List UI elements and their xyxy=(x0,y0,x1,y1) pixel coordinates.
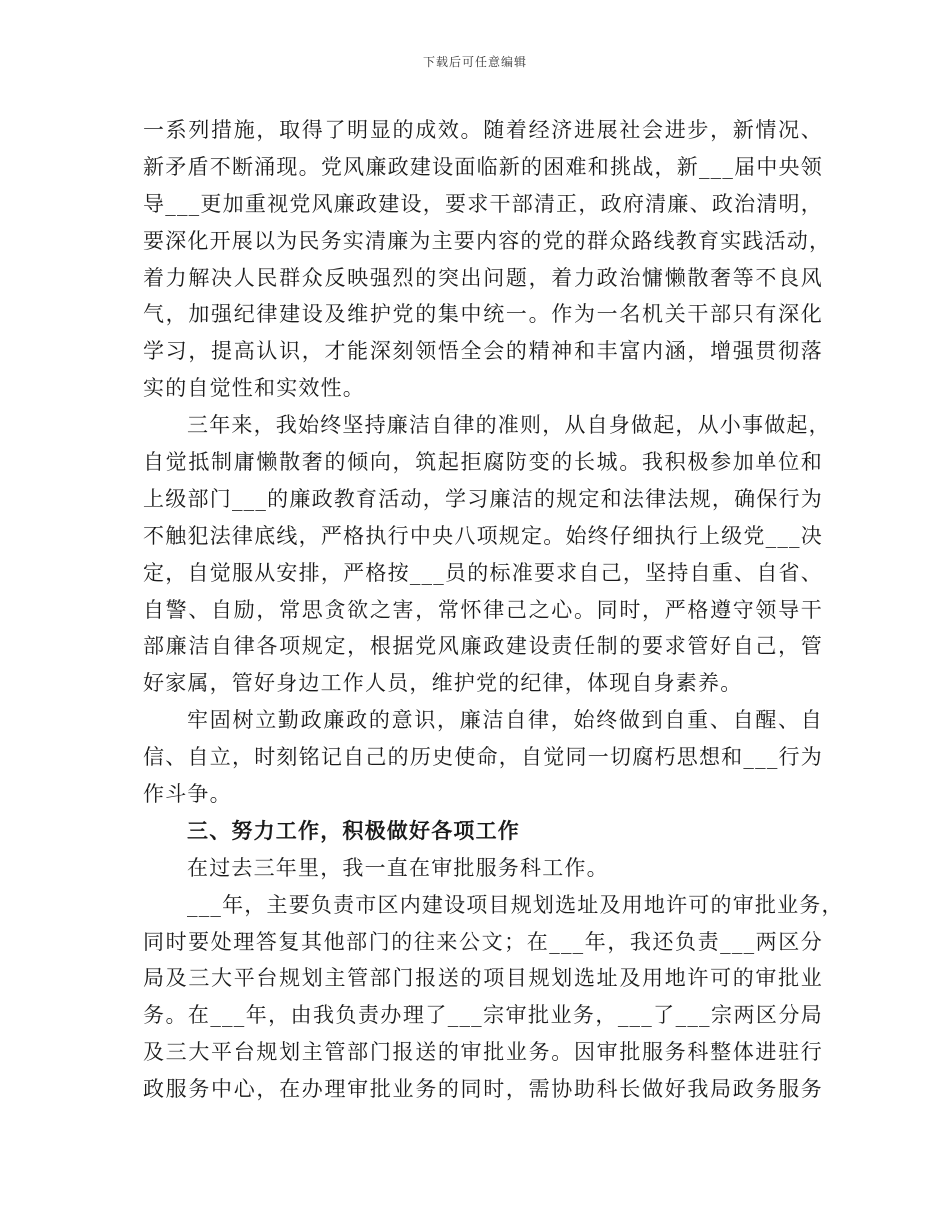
text-line: 气，加强纪律建设及维护党的集中统一。作为一名机关干部只有深化 xyxy=(143,302,823,327)
text-line: 政服务中心，在办理审批业务的同时，需协助科长做好我局政务服务 xyxy=(143,1077,823,1102)
paragraph-start-line: ___年，主要负责市区内建设项目规划选址及用地许可的审批业务， xyxy=(187,892,844,917)
paragraph-start-line: 在过去三年里，我一直在审批服务科工作。 xyxy=(187,855,609,880)
text-line: 一系列措施，取得了明显的成效。随着经济进展社会进步，新情况、 xyxy=(143,118,823,142)
text-line: 要深化开展以为民务实清廉为主要内容的党的群众路线教育实践活动， xyxy=(143,228,832,253)
text-line: 着力解决人民群众反映强烈的突出问题，着力政治慵懒散奢等不良风 xyxy=(143,265,823,290)
text-line: 及三大平台规划主管部门报送的审批业务。因审批服务科整体进驻行 xyxy=(143,1040,823,1065)
page-header: 下载后可任意编辑 xyxy=(422,55,527,69)
text-line: 好家属，管好身边工作人员，维护党的纪律，体现自身素养。 xyxy=(143,671,743,696)
text-line: 信、自立，时刻铭记自己的历史使命，自觉同一切腐朽思想和___行为 xyxy=(143,745,823,770)
text-line: 新矛盾不断涌现。党风廉政建设面临新的困难和挑战，新___届中央领 xyxy=(143,154,823,179)
paragraph-start-line: 牢固树立勤政廉政的意识，廉洁自律，始终做到自重、自醒、自 xyxy=(187,708,823,733)
paragraph-start-line: 三年来，我始终坚持廉洁自律的准则，从自身做起，从小事做起， xyxy=(187,413,831,438)
section-heading: 三、努力工作，积极做好各项工作 xyxy=(187,818,520,843)
text-line: 自警、自励，常思贪欲之害，常怀律己之心。同时，严格遵守领导干 xyxy=(143,597,823,622)
document-body xyxy=(143,112,844,1108)
text-line: 同时要处理答复其他部门的往来公文；在___年，我还负责___两区分 xyxy=(143,929,823,954)
text-line: 导___更加重视党风廉政建设，要求干部清正，政府清廉、政治清明， xyxy=(143,191,823,216)
text-line: 定，自觉服从安排，严格按___员的标准要求自己，坚持自重、自省、 xyxy=(143,560,823,585)
text-line: 自觉抵制庸懒散奢的倾向，筑起拒腐防变的长城。我积极参加单位和 xyxy=(143,450,823,475)
text-line: 学习，提高认识，才能深刻领悟全会的精神和丰富内涵，增强贯彻落 xyxy=(143,339,823,364)
text-line: 部廉洁自律各项规定，根据党风廉政建设责任制的要求管好自己，管 xyxy=(143,634,823,659)
text-line: 上级部门___的廉政教育活动，学习廉洁的规定和法律法规，确保行为 xyxy=(143,486,823,511)
text-line: 务。在___年，由我负责办理了___宗审批业务，___了___宗两区分局 xyxy=(143,1003,823,1028)
text-line: 局及三大平台规划主管部门报送的项目规划选址及用地许可的审批业 xyxy=(143,966,823,991)
text-line: 不触犯法律底线，严格执行中央八项规定。始终仔细执行上级党___决 xyxy=(143,523,823,548)
text-line: 作斗争。 xyxy=(143,782,232,807)
text-line: 实的自觉性和实效性。 xyxy=(143,376,365,401)
